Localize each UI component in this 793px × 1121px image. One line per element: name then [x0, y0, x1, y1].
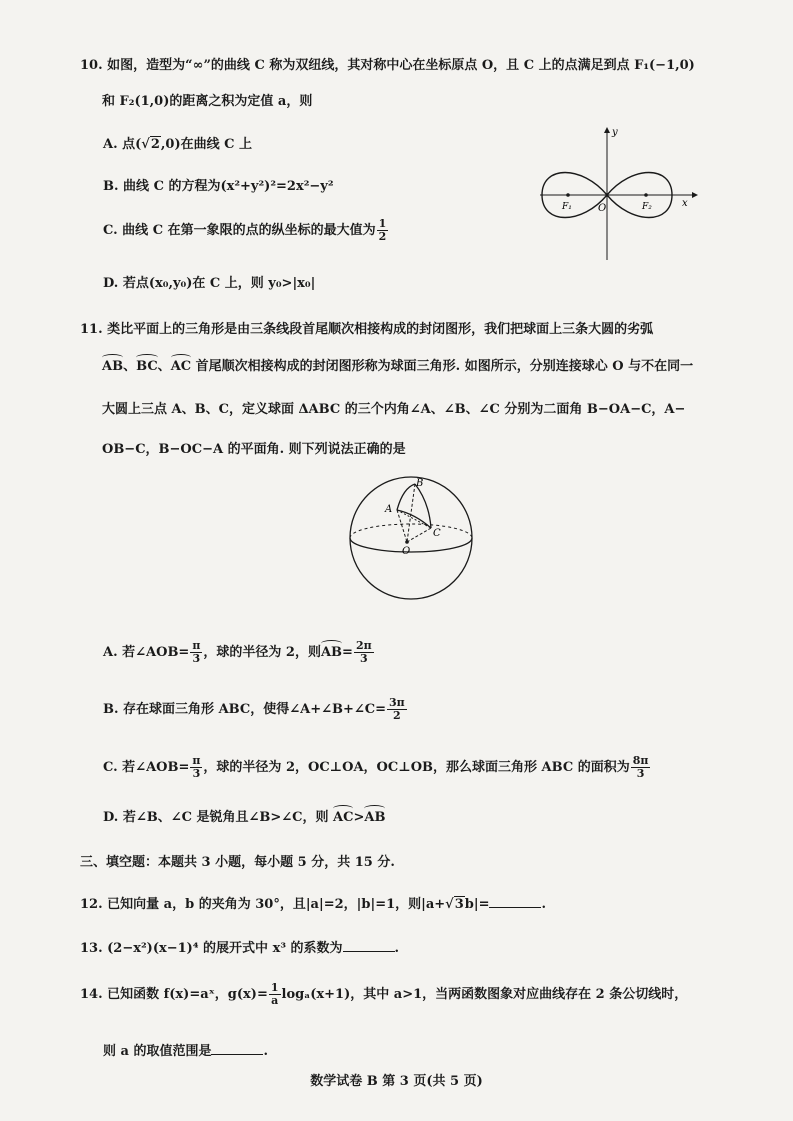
sphere-figure	[345, 472, 477, 604]
origin-label: O	[598, 203, 607, 214]
q14-line1: 14. 已知函数 f(x)=aˣ，g(x)= $\frac{1}{a}$ logₐ(x+1)，其中 a>1，当两函数图象对应曲线存在 2 条公切线时，	[80, 981, 688, 1007]
radius-oc	[407, 528, 431, 542]
x-axis-label: x	[682, 198, 688, 209]
q12-text: 12. 已知向量 a，b 的夹角为 30°，且|a|=2，|b|=1，则|a+√3b|= .	[80, 897, 547, 912]
q10-option-a: A. 点(√2,0)在曲线 C 上	[103, 137, 253, 152]
q11-option-d: D. 若∠B、∠C 是锐角且∠B>∠C，则 AC>AB	[103, 806, 385, 825]
q11-option-b: B. 存在球面三角形 ABC，使得∠A+∠B+∠C= $\frac{3\pi}{2}$	[103, 696, 405, 722]
sphere-outline	[350, 477, 472, 599]
q10-line1: 10. 如图，造型为“∞”的曲线 C 称为双纽线，其对称中心在坐标原点 O，且 C 上的点满足到点 F₁(−1,0)	[80, 58, 695, 73]
focus-f1-point	[566, 193, 570, 197]
q12-answer-blank[interactable]	[489, 897, 541, 908]
center-o-point	[405, 540, 409, 544]
q13-text: 13. (2−x²)(x−1)⁴ 的展开式中 x³ 的系数为 .	[80, 941, 400, 956]
lemniscate-figure	[540, 125, 700, 265]
q11-line1: 11. 类比平面上的三角形是由三条线段首尾顺次相接构成的封闭图形，我们把球面上三条大圆的劣弧	[80, 322, 654, 337]
q10-option-d: D. 若点(x₀,y₀)在 C 上，则 y₀>|x₀|	[103, 276, 316, 291]
equator-back	[350, 524, 472, 538]
q10-option-b: B. 曲线 C 的方程为(x²+y²)²=2x²−y²	[103, 179, 334, 194]
page-footer: 数学试卷 B 第 3 页(共 5 页)	[310, 1074, 483, 1089]
f2-label: F₂	[642, 202, 652, 212]
q11-line4: OB−C，B−OC−A 的平面角. 则下列说法正确的是	[102, 442, 406, 457]
focus-f2-point	[644, 193, 648, 197]
q11-line2: AB、BC、AC 首尾顺次相接构成的封闭图形称为球面三角形. 如图所示，分别连接球心 O 与不在同一	[102, 355, 693, 374]
q14-answer-blank[interactable]	[211, 1044, 263, 1055]
label-c: C	[433, 528, 441, 539]
q11-line3: 大圆上三点 A、B、C，定义球面 ΔABC 的三个内角∠A、∠B、∠C 分别为二面角 B−OA−C，A−	[102, 402, 686, 417]
label-o: O	[402, 546, 411, 557]
label-a: A	[385, 504, 393, 515]
q11-option-c: C. 若∠AOB= $\frac{\pi}{3}$ ，球的半径为 2，OC⊥OA，OC⊥OB，那么球面三角形 ABC 的面积为 $\frac{8\pi}{3}$	[103, 754, 649, 780]
label-b: B	[416, 478, 424, 489]
equator-front	[350, 538, 472, 552]
q10-option-c: C. 曲线 C 在第一象限的点的纵坐标的最大值为 $\frac{1}{2}$	[103, 217, 387, 243]
q10-line2: 和 F₂(1,0)的距离之积为定值 a，则	[102, 94, 313, 109]
f1-label: F₁	[562, 202, 572, 212]
q11-option-a: A. 若∠AOB= $\frac{\pi}{3}$ ，球的半径为 2，则AB= $\frac{2\pi}{3}$	[103, 639, 372, 665]
y-axis-label: y	[612, 127, 618, 138]
section-heading: 三、填空题：本题共 3 小题，每小题 5 分，共 15 分.	[80, 855, 395, 870]
q13-answer-blank[interactable]	[343, 941, 395, 952]
q14-line2: 则 a 的取值范围是 .	[103, 1044, 269, 1059]
